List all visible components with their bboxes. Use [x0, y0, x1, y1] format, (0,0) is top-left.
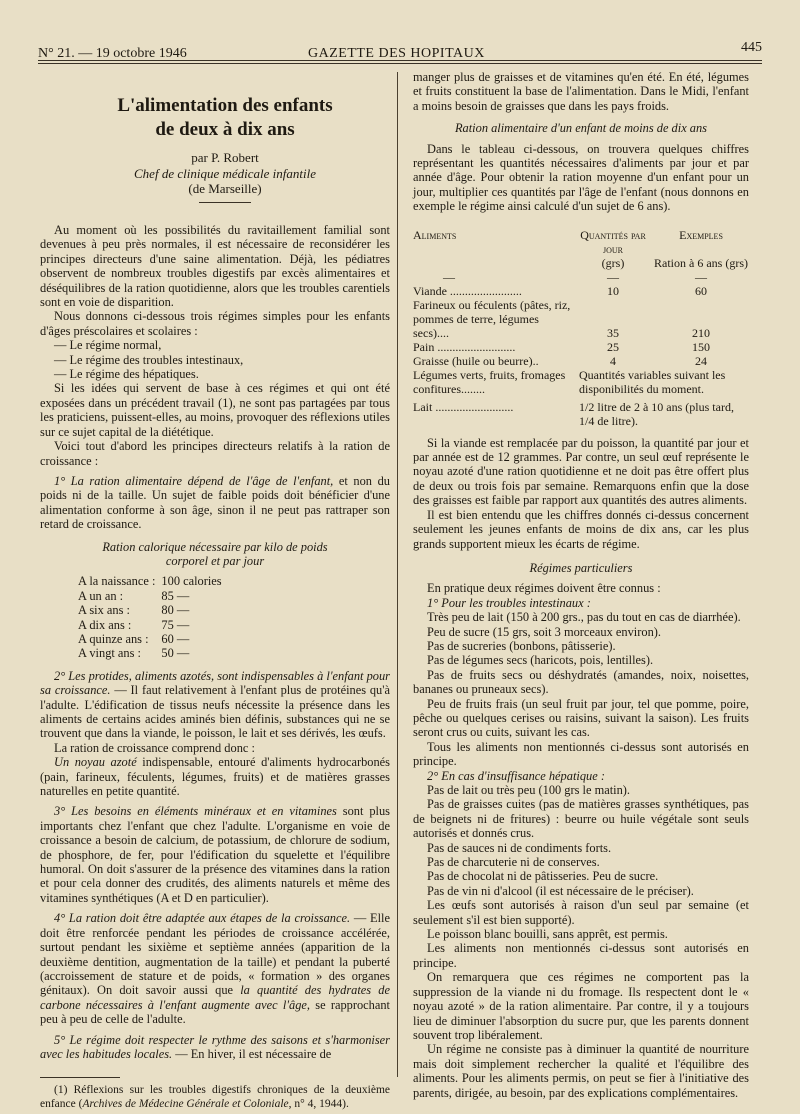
- issue-date: N° 21. — 19 octobre 1946: [38, 46, 187, 61]
- author-byline: par P. Robert: [191, 150, 259, 165]
- table-row: A la naissance : 100 calories: [78, 574, 222, 589]
- body-paragraph: La ration de croissance comprend donc :: [54, 740, 255, 755]
- table-row: Légumes verts, fruits, fromages confitures........ Quantités variables suivant les disponibilités du moment.: [413, 367, 726, 396]
- article-title-line1: L'alimentation des enfants: [117, 95, 333, 116]
- intro-paragraph: Au moment où les possibilités du ravitaillement familial sont devenues à peu près normales, il est nécessaire de reconsidérer les principes directeurs d'une saine alimentation. Déjà, les pédiatres observent de nombreux troubles digestifs par excès alimentaires et déséquilibres de la ration quotidienne, alors que les troubles carentiels sont en voie de disparition.: [40, 223, 390, 310]
- list-item: Les aliments non mentionnés ci-dessus sont autorisés en principe.: [413, 941, 749, 970]
- author-affiliation: Chef de clinique médicale infantile: [134, 166, 316, 181]
- body-paragraph: En pratique deux régimes doivent être connus :: [427, 581, 661, 596]
- list-item: Pas de légumes secs (haricots, pois, lentilles).: [427, 653, 654, 668]
- calorie-table-subtitle: corporel et par jour: [165, 553, 265, 568]
- column-header: Exemples: [679, 227, 723, 242]
- body-paragraph: Voici tout d'abord les principes directeurs relatifs à la ration de croissance :: [40, 439, 390, 468]
- body-paragraph: On remarquera que ces régimes ne comportent pas la suppression de la viande ni du fromage. Ils respectent dont le « noyau azoté » de la ration alimentaire. Par contre, il y a toujours lieu de diminuer l'absorption du sucre pur, que les parents donnent souvent trop libéralement.: [413, 970, 749, 1042]
- regimes-intro: Nous donnons ci-dessous trois régimes simples pour les enfants d'âges préscolaires et scolaires :: [40, 309, 390, 338]
- principle-5: 5° Le régime doit respecter le rythme des saisons et s'harmoniser avec les habitudes locales. — En hiver, il est nécessaire de: [40, 1032, 390, 1061]
- principle-2: 2° Les protides, aliments azotés, sont indispensables à l'enfant pour sa croissance. — Il faut relativement à l'enfant plus de protéines qu'à l'adulte. L'édification de tissus neufs nécessite la présence dans les aliments de certains acides aminés bien définis, substances qui ne se trouvent que dans la viande, le poisson, le lait et ses dérivés, les œufs.: [40, 668, 390, 741]
- page-header: [38, 40, 762, 62]
- section-heading: Ration alimentaire d'un enfant de moins de dix ans: [454, 121, 708, 136]
- body-paragraph: manger plus de graisses et de vitamines qu'en été. En été, légumes et fruits constituent la base de l'alimentation. Dans le Midi, l'enfant a moins besoin de graisses que dans les pays froids.: [413, 70, 749, 113]
- list-item: Peu de sucre (15 grs, soit 3 morceaux environ).: [427, 624, 661, 639]
- table-row: Graisse (huile ou beurre).. 4 24: [413, 353, 707, 368]
- list-item: Les œufs sont autorisés à raison d'un seul par semaine (et seulement s'il est bien supporté).: [413, 898, 749, 927]
- left-column: [40, 94, 390, 1111]
- list-item: Pas de graisses cuites (pas de matières grasses synthétiques, pas de beignets ni de fritures) : beurre ou huile végétale sont seuls autorisés et donnés crus.: [413, 797, 749, 841]
- column-divider: [397, 72, 398, 1077]
- calorie-table: [78, 574, 228, 660]
- right-column: [413, 70, 749, 1100]
- regime-heading: 1° Pour les troubles intestinaux :: [427, 595, 591, 610]
- list-item: Pas de vin ni d'alcool (il est nécessaire de le préciser).: [427, 883, 694, 898]
- list-item: Pas de lait ou très peu (100 grs le matin).: [427, 783, 631, 797]
- list-item: Le poisson blanc bouilli, sans apprêt, est permis.: [427, 927, 668, 942]
- column-header: Aliments: [413, 227, 457, 242]
- table-row: A vingt ans : 50 —: [78, 646, 190, 661]
- regime-heading: 2° En cas d'insuffisance hépatique :: [427, 768, 605, 783]
- table-row: Viande ........................ 10 60: [413, 283, 707, 298]
- column-header: Quantités par jour: [580, 227, 646, 256]
- footnote: (1) Réflexions sur les troubles digestifs chroniques de la deuxième enfance (Archives de Médecine Générale et Coloniale, n° 4, 1944).: [40, 1084, 390, 1110]
- regime-list-item: — Le régime des troubles intestinaux,: [54, 352, 244, 367]
- table-row: Pain .......................... 25 150: [413, 339, 710, 354]
- header-rule: [38, 60, 762, 61]
- table-header-row: [413, 228, 749, 256]
- footnote-rule: [40, 1077, 120, 1078]
- table-row: A six ans : 80 —: [78, 603, 190, 618]
- header-rule-double: [38, 63, 762, 64]
- regime-list-item: — Le régime normal,: [54, 338, 162, 353]
- body-paragraph: Un régime ne consiste pas à diminuer la quantité de nourriture mais doit simplement rechercher la qualité et l'équilibre des aliments. Pour les aliments permis, on peut se fier à l'initiative des parents, dirigée, au besoin, par des explications complémentaires.: [413, 1042, 749, 1100]
- body-paragraph: Si les idées qui servent de base à ces régimes et qui ont été exposées dans un précédent travail (1), ne sont pas partagées par tous les praticiens, puissent-elles, au moins, provoquer des réflexions utiles sur ce sujet capital de la diététique.: [40, 381, 390, 439]
- principle-1: 1° La ration alimentaire dépend de l'âge de l'enfant, et non du poids ni de la taille. Un sujet de faible poids doit bénéficier d'une alimentation conforme à son âge, sinon il ne peut pas rattraper son retard de croissance.: [40, 473, 390, 532]
- table-header-row: — — —: [443, 269, 707, 284]
- page-number: 445: [741, 40, 762, 55]
- list-item: Tous les aliments non mentionnés ci-dessus sont autorisés en principe.: [413, 739, 749, 769]
- table-row: Farineux ou féculents (pâtes, riz, pommes de terre, légumes secs).... 35 210: [413, 297, 710, 340]
- list-item: Pas de chocolat ni de pâtisseries. Peu de sucre.: [427, 869, 659, 884]
- list-item: Pas de sauces ni de condiments forts.: [427, 840, 612, 855]
- table-row: A un an : 85 —: [78, 588, 190, 603]
- body-paragraph: Dans le tableau ci-dessous, on trouvera quelques chiffres représentant les quantités nécessaires d'aliments par jour et par année d'âge. Pour obtenir la ration moyenne d'un enfant pour un jour, multiplier ces quantités par l'âge de l'enfant (nous donnons en exemple le régime ainsi calculé d'un sujet de 6 ans).: [413, 141, 749, 214]
- body-paragraph: Si la viande est remplacée par du poisson, la quantité par jour et par année est de 12 grammes. Par contre, un seul œuf représente le noyau azoté d'une ration quotidienne et ne doit pas être offert plus de deux ou trois fois par semaine. Remarquons enfin que la dose des graisses est faible par rapport aux quantités des autres aliments.: [413, 435, 749, 508]
- table-row: Lait .......................... 1/2 litre de 2 à 10 ans (plus tard, 1/4 de litre).: [413, 399, 734, 428]
- list-item: Pas de fruits secs ou déshydratés (amandes, noix, noisettes, bananes ou pruneaux secs).: [413, 667, 749, 697]
- section-heading: Régimes particuliers: [529, 560, 633, 575]
- food-ration-table: [413, 228, 749, 428]
- calorie-table-title: Ration calorique nécessaire par kilo de poids: [102, 539, 328, 554]
- journal-name: GAZETTE DES HOPITAUX: [308, 46, 485, 61]
- list-item: Pas de charcuterie ni de conserves.: [427, 855, 600, 870]
- table-header-row: (grs) Ration à 6 ans (grs): [601, 255, 748, 270]
- principle-4: 4° La ration doit être adaptée aux étapes de la croissance. — Elle doit être renforcée pendant les périodes de croissance accélérée, surtout pendant les sixième et septième années (apparition de la deuxième dentition, augmentation de la taille) et pendant la puberté (accroissement de stature et de poids, « formation » des organes génitaux). On doit savoir aussi que la quantité des hydrates de carbone nécessaires à l'enfant augmente avec l'âge, se rapprochant peu à peu de celle de l'adulte.: [40, 911, 390, 1027]
- principle-3: 3° Les besoins en éléments minéraux et en vitamines sont plus importants chez l'enfant que chez l'adulte. L'organisme en voie de croissance a besoin de calcium, de potassium, de chlorure de sodium, de phosphore, de fer, pour l'édification du squelette et l'équilibre humoral. On doit s'assurer de la présence des vitamines dans la ration et pour cela donner des crudités, des aliments naturels et même des vitamines synthétiques (A et D en particulier).: [40, 804, 390, 905]
- regime-list-item: — Le régime des hépatiques.: [54, 367, 199, 382]
- title-rule: [199, 202, 251, 203]
- table-row: A dix ans : 75 —: [78, 617, 190, 632]
- article-title-line2: de deux à dix ans: [155, 119, 295, 140]
- body-paragraph: Un noyau azoté indispensable, entouré d'aliments hydrocarbonés (pain, farineux, féculents, légumes, fruits) et de matières grasses naturelles en petite quantité.: [40, 755, 390, 799]
- list-item: Pas de sucreries (bonbons, pâtisserie).: [427, 638, 616, 653]
- list-item: Peu de fruits frais (un seul fruit par jour, tel que pomme, poire, pêche ou quelques cerises ou raisins, suivant la saison). Les fruits seront crus ou cuits, suivant les cas.: [413, 696, 749, 740]
- body-paragraph: Il est bien entendu que les chiffres donnés ci-dessus concernent seulement les jeunes enfants de moins de dix ans, car les plus grands supportent mieux les écarts de régime.: [413, 507, 749, 551]
- author-city: (de Marseille): [188, 181, 262, 196]
- table-row: A quinze ans : 60 —: [78, 631, 190, 646]
- list-item: Très peu de lait (150 à 200 grs., pas du tout en cas de diarrhée).: [427, 610, 741, 625]
